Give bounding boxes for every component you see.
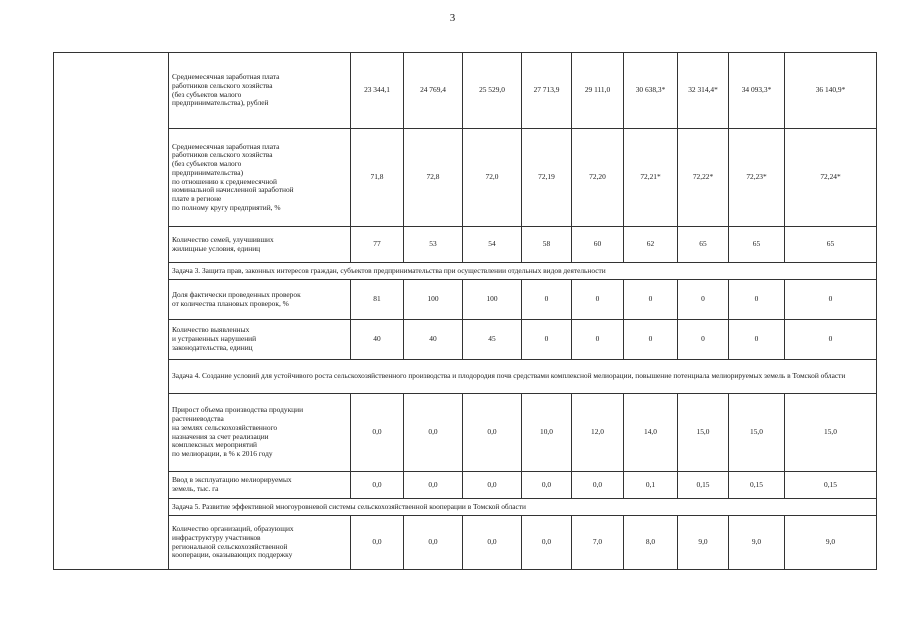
table-row — [54, 227, 877, 263]
value-cell: 9,0 — [785, 516, 877, 570]
value-cell: 72,0 — [463, 129, 522, 227]
table-row — [54, 280, 877, 320]
indicator-name: Количество выявленных и устраненных нарушений законодательства, единиц — [169, 320, 351, 360]
value-cell: 100 — [463, 280, 522, 320]
value-cell: 27 713,9 — [522, 53, 572, 129]
task-heading: Задача 4. Создание условий для устойчивого роста сельскохозяйственного производства и плодородия почв средствами комплексной мелиорации, повышение потенциала мелиорируемых земель в Томской области — [169, 360, 877, 394]
value-cell: 0,1 — [624, 472, 678, 499]
value-cell: 0 — [522, 280, 572, 320]
value-cell: 0,0 — [351, 472, 404, 499]
value-cell: 45 — [463, 320, 522, 360]
value-cell: 0 — [678, 280, 729, 320]
value-cell: 0,0 — [404, 472, 463, 499]
indicator-name: Количество организаций, образующих инфраструктуру участников региональной сельскохозяйственной кооперации, оказывающих поддержку — [169, 516, 351, 570]
indicators-table — [53, 52, 877, 570]
page-number: 3 — [449, 12, 456, 24]
value-cell: 0 — [572, 320, 624, 360]
value-cell: 81 — [351, 280, 404, 320]
value-cell: 72,22* — [678, 129, 729, 227]
value-cell: 72,24* — [785, 129, 877, 227]
value-cell: 7,0 — [572, 516, 624, 570]
table-body — [54, 53, 877, 570]
value-cell: 77 — [351, 227, 404, 263]
value-cell: 0,0 — [463, 472, 522, 499]
value-cell: 29 111,0 — [572, 53, 624, 129]
value-cell: 0,0 — [522, 472, 572, 499]
value-cell: 62 — [624, 227, 678, 263]
value-cell: 10,0 — [522, 394, 572, 472]
value-cell: 72,20 — [572, 129, 624, 227]
empty-left-column — [54, 53, 169, 570]
indicator-name: Среднемесячная заработная плата работников сельского хозяйства (без субъектов малого предпринимательства), рублей — [169, 53, 351, 129]
value-cell: 36 140,9* — [785, 53, 877, 129]
value-cell: 58 — [522, 227, 572, 263]
table-row — [54, 516, 877, 570]
task-heading: Задача 5. Развитие эффективной многоуровневой системы сельскохозяйственной кооперации в Томской области — [169, 499, 877, 516]
indicator-name: Количество семей, улучшивших жилищные условия, единиц — [169, 227, 351, 263]
value-cell: 60 — [572, 227, 624, 263]
value-cell: 72,23* — [729, 129, 785, 227]
value-cell: 0,0 — [463, 394, 522, 472]
value-cell: 0 — [572, 280, 624, 320]
value-cell: 0,15 — [729, 472, 785, 499]
value-cell: 0,0 — [572, 472, 624, 499]
value-cell: 9,0 — [729, 516, 785, 570]
value-cell: 0,15 — [678, 472, 729, 499]
value-cell: 34 093,3* — [729, 53, 785, 129]
table-row — [54, 129, 877, 227]
value-cell: 100 — [404, 280, 463, 320]
task-heading: Задача 3. Защита прав, законных интересов граждан, субъектов предпринимательства при осуществлении отдельных видов деятельности — [169, 263, 877, 280]
value-cell: 23 344,1 — [351, 53, 404, 129]
table-row — [54, 320, 877, 360]
value-cell: 65 — [729, 227, 785, 263]
value-cell: 0,0 — [463, 516, 522, 570]
indicator-name: Среднемесячная заработная плата работников сельского хозяйства (без субъектов малого предпринимательства) по отношению к среднемесячной номинальной начисленной заработной плате в регионе по полному кругу предприятий, % — [169, 129, 351, 227]
value-cell: 9,0 — [678, 516, 729, 570]
value-cell: 32 314,4* — [678, 53, 729, 129]
value-cell: 30 638,3* — [624, 53, 678, 129]
value-cell: 71,8 — [351, 129, 404, 227]
value-cell: 0,0 — [404, 394, 463, 472]
task-heading-row — [54, 499, 877, 516]
indicator-name: Ввод в эксплуатацию мелиорируемых земель, тыс. га — [169, 472, 351, 499]
value-cell: 0 — [729, 280, 785, 320]
value-cell: 8,0 — [624, 516, 678, 570]
value-cell: 0,0 — [351, 394, 404, 472]
value-cell: 0 — [785, 280, 877, 320]
value-cell: 0,0 — [351, 516, 404, 570]
value-cell: 72,21* — [624, 129, 678, 227]
value-cell: 15,0 — [729, 394, 785, 472]
value-cell: 53 — [404, 227, 463, 263]
table-row — [54, 394, 877, 472]
value-cell: 24 769,4 — [404, 53, 463, 129]
value-cell: 12,0 — [572, 394, 624, 472]
indicator-name: Доля фактически проведенных проверок от количества плановых проверок, % — [169, 280, 351, 320]
table-row — [54, 53, 877, 129]
table-row — [54, 472, 877, 499]
value-cell: 0 — [624, 280, 678, 320]
value-cell: 0,0 — [522, 516, 572, 570]
task-heading-row — [54, 263, 877, 280]
value-cell: 15,0 — [785, 394, 877, 472]
value-cell: 72,19 — [522, 129, 572, 227]
value-cell: 0,15 — [785, 472, 877, 499]
value-cell: 40 — [351, 320, 404, 360]
value-cell: 0 — [785, 320, 877, 360]
value-cell: 15,0 — [678, 394, 729, 472]
value-cell: 0,0 — [404, 516, 463, 570]
task-heading-row — [54, 360, 877, 394]
value-cell: 0 — [522, 320, 572, 360]
value-cell: 72,8 — [404, 129, 463, 227]
value-cell: 40 — [404, 320, 463, 360]
value-cell: 0 — [678, 320, 729, 360]
value-cell: 14,0 — [624, 394, 678, 472]
value-cell: 0 — [624, 320, 678, 360]
value-cell: 25 529,0 — [463, 53, 522, 129]
value-cell: 65 — [785, 227, 877, 263]
value-cell: 0 — [729, 320, 785, 360]
value-cell: 65 — [678, 227, 729, 263]
indicator-name: Прирост объема производства продукции растениеводства на землях сельскохозяйственного назначения за счет реализации комплексных мероприятий по мелиорации, в % к 2016 году — [169, 394, 351, 472]
value-cell: 54 — [463, 227, 522, 263]
